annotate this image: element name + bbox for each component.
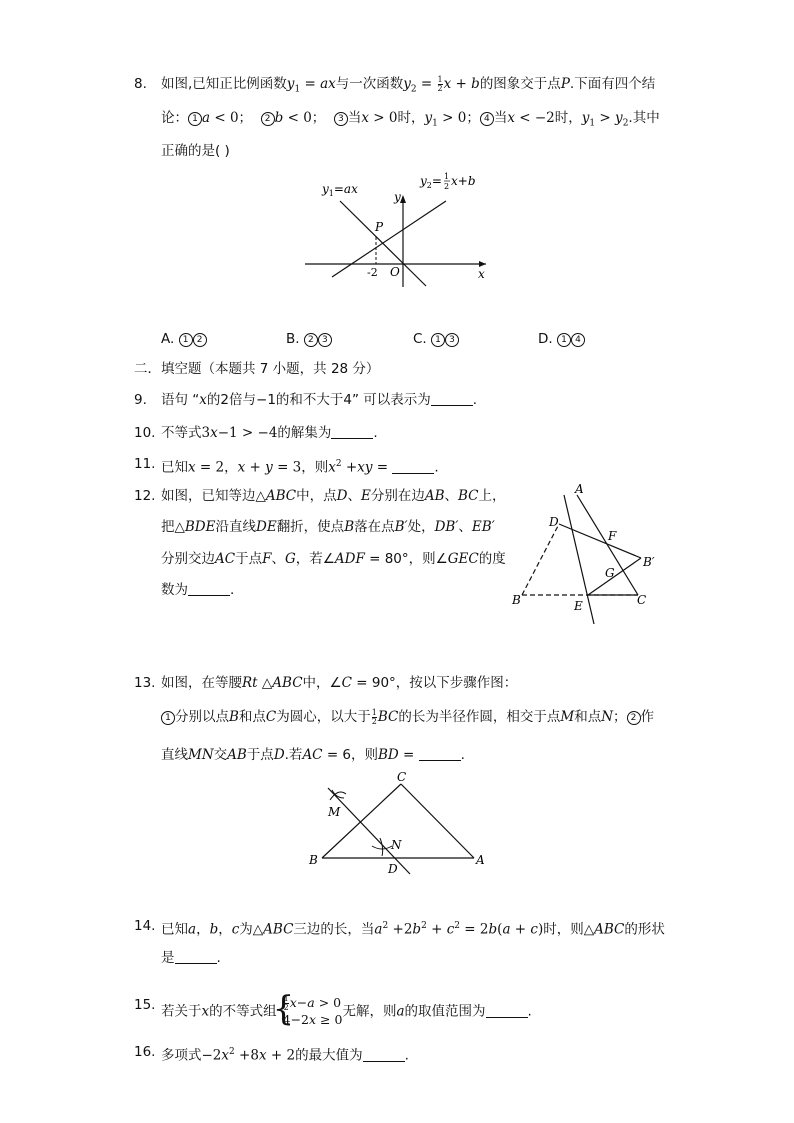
- q12-line-3: 分别交边AC于点F、G，若∠ADF = 80°，则∠GEC的度: [161, 551, 506, 567]
- fig-point-A: A: [575, 482, 584, 496]
- fig-point-D: D: [388, 862, 398, 876]
- q8-line-3: 正确的是( ): [161, 143, 230, 159]
- fig-axis-y-label: y: [394, 190, 401, 204]
- fig-point-B: B: [512, 593, 521, 607]
- q11-text: 已知x = 2，x + y = 3，则$x^2 +xy$ = .: [161, 459, 439, 476]
- q8-number: 8.: [134, 76, 147, 92]
- q8-line-2: 论： 1 a < 0； 2 b < 0； 3 当x > 0时，$y_1 > 0$； 4 当x < −2时，$y_1 > y_2$.其中: [161, 110, 660, 129]
- fig-point-N: N: [391, 838, 402, 852]
- q9-text: 语句 “x的2倍与−1的和不大于4” 可以表示为 .: [161, 392, 478, 408]
- q12-figure: [508, 480, 668, 630]
- answer-blank[interactable]: [331, 424, 373, 439]
- q12-line-4: 数为 .: [161, 582, 235, 598]
- q13-figure: [300, 768, 500, 878]
- answer-blank[interactable]: [188, 581, 230, 596]
- q10-text: 不等式3x−1 > −4的解集为 .: [161, 425, 378, 441]
- fig-label-y2-frac-den: 2: [444, 182, 450, 191]
- fig-point-G: G: [605, 566, 615, 580]
- q8-line-1: 如图,已知正比例函数$y_1$ = ax与一次函数$y_2$ = $\frac{1}{2}$ x + b的图象交于点P.下面有四个结: [161, 74, 656, 95]
- q10-number: 10.: [134, 425, 156, 441]
- answer-blank[interactable]: [419, 746, 461, 761]
- fig-label-y2: $y_2=$: [420, 174, 442, 190]
- q15-text: 若关于x的不等式组 { $\frac{1}{2}$ x−a > 0 4−2x ≥ 0 无解，则a的取值范围为 .: [161, 995, 532, 1028]
- section-header: 二．填空题（本题共 7 小题，共 28 分）: [134, 361, 380, 377]
- fig-point-A: A: [476, 853, 485, 867]
- q12-number: 12.: [134, 488, 156, 504]
- fig-point-B: B: [309, 853, 318, 867]
- q16-text: 多项式$-2x^2 +8x + 2$的最大值为 .: [161, 1047, 409, 1064]
- fig-point-P: P: [375, 220, 384, 234]
- q14-line-2: 是 .: [161, 950, 221, 966]
- fig-point-F: F: [608, 529, 617, 543]
- q12-line-1: 如图，已知等边△ABC中，点D、E分别在边AB、BC上，: [161, 488, 506, 504]
- fig-tick-minus2: -2: [367, 266, 378, 279]
- q13-number: 13.: [134, 675, 156, 691]
- q16-number: 16.: [134, 1044, 156, 1060]
- fig-point-D: D: [549, 515, 559, 529]
- q8-option-a[interactable]: A. 1 2: [161, 329, 207, 349]
- fig-point-Bprime: B′: [643, 555, 655, 569]
- answer-blank[interactable]: [175, 949, 217, 964]
- q12-line-2: 把△BDE沿直线DE翻折，使点B落在点B′处，DB′、EB′: [161, 519, 495, 535]
- fig-point-E: E: [574, 599, 583, 613]
- answer-blank[interactable]: [392, 459, 434, 474]
- q11-number: 11.: [134, 456, 156, 472]
- q8-option-c[interactable]: C. 1 3: [413, 329, 459, 349]
- q13-line-3: 直线MN交AB于点D.若AC = 6，则BD = .: [161, 747, 465, 763]
- fig-origin-O: O: [390, 265, 400, 279]
- q15-number: 15.: [134, 997, 156, 1013]
- fig-axis-x-label: x: [478, 267, 485, 281]
- fig-label-y2-frac-num: 1: [444, 172, 450, 181]
- q8-option-b[interactable]: B. 2 3: [286, 329, 332, 349]
- fig-point-C: C: [397, 770, 407, 784]
- fig-point-M: M: [328, 805, 341, 819]
- q8-figure: [300, 165, 500, 290]
- fig-point-C: C: [637, 593, 647, 607]
- inequality-system: { $\frac{1}{2}$ x−a > 0 4−2x ≥ 0: [277, 995, 343, 1028]
- fig-label-y2-rhs: x+b: [451, 174, 476, 188]
- q9-number: 9.: [134, 392, 147, 408]
- q14-number: 14.: [134, 918, 156, 934]
- q14-line-1: 已知a，b，c为△ABC三边的长，当$a^2 +2b^2 + c^2 = 2b(a + c)$时，则△ABC的形状: [161, 921, 665, 938]
- answer-blank[interactable]: [486, 1003, 528, 1018]
- answer-blank[interactable]: [431, 391, 473, 406]
- q13-line-1: 如图，在等腰Rt △ABC中，∠C = 90°，按以下步骤作图：: [161, 675, 518, 691]
- fig-label-y1: $y_1=ax$: [322, 182, 358, 198]
- q8-option-d[interactable]: D. 1 4: [538, 329, 585, 349]
- q13-line-2: 1 分别以点B和点C为圆心，以大于 $\frac{1}{2}$ BC的长为半径作圆，相交于点M和点N； 2 作: [161, 707, 654, 727]
- answer-blank[interactable]: [363, 1047, 405, 1062]
